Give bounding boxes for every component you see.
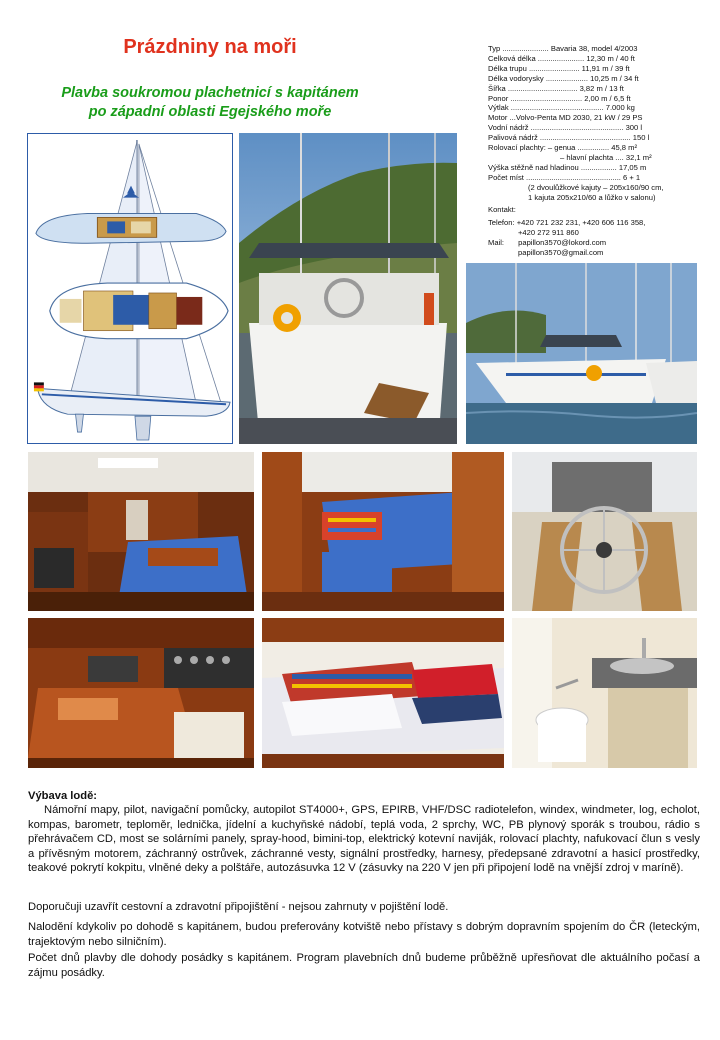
notes-section	[28, 900, 700, 982]
navigation-table-photo	[28, 618, 254, 768]
spec-row: Délka vodorysky .................... 10,25 m / 34 ft	[488, 73, 639, 83]
subtitle-line-2: po západní oblasti Egejského moře	[88, 104, 332, 120]
equipment-heading: Výbava lodě:	[28, 790, 98, 802]
yacht-specifications	[488, 44, 720, 203]
forward-cabin-photo	[262, 618, 504, 768]
note-boarding: Nalodění kdykoliv po dohodě s kapitánem, budou preferovány kotviště nebo přístavy s dobrým dopravním spojením do ČR (leteckým, trajektovým nebo silničním).	[28, 921, 700, 948]
spec-row: Motor ...Volvo-Penta MD 2030, 21 kW / 29 PS	[488, 113, 643, 123]
spec-row: (2 dvoulůžkové kajuty – 205x160/90 cm,	[528, 182, 664, 192]
subtitle-line-1: Plavba soukromou plachetnicí s kapitánem	[61, 85, 359, 101]
note-program: Počet dnů plavby dle dohody posádky s kapitánem. Program plavebních dnů budeme průběžně upřesňovat dle aktuálního počasí a zájmu posádky.	[28, 952, 700, 979]
contact-block	[488, 205, 720, 258]
spec-row: Rolovací plachty: – genua ............... 45,8 m²	[488, 143, 637, 153]
yacht-side-marina-photo	[466, 263, 697, 444]
yacht-stern-marina-photo	[239, 133, 457, 444]
spec-row: Výška stěžně nad hladinou ................. 17,05 m	[488, 162, 647, 172]
sailboat-plan-drawing	[27, 133, 233, 444]
spec-row: Vodní nádrž ............................................ 300 l	[488, 123, 643, 133]
contact-title: Kontakt:	[488, 205, 516, 214]
spec-row: Počet míst ............................................. 6 + 1	[488, 172, 641, 182]
cabin-berth-photo	[262, 452, 504, 611]
spec-row: 1 kajuta 205x210/60 a lůžko v salonu)	[528, 192, 656, 202]
page-subtitle	[30, 84, 390, 122]
cockpit-wheel-photo	[512, 452, 697, 611]
mail-address-2[interactable]: papillon3570@gmail.com	[518, 247, 604, 257]
spec-row: Délka trupu ........................ 11,91 m / 39 ft	[488, 63, 630, 73]
note-insurance: Doporučuji uzavřít cestovní a zdravotní připojištění - nejsou zahrnuty v pojištění lodě.	[28, 901, 449, 913]
equipment-section	[28, 789, 700, 875]
spec-row: Palivová nádrž ........................................... 150 l	[488, 133, 650, 143]
phone-row	[488, 218, 720, 228]
mail-row	[488, 238, 720, 248]
mail-label: Mail:	[488, 237, 505, 247]
spec-row: – hlavní plachta .... 32,1 m²	[560, 152, 652, 162]
spec-row: Šířka ................................. 3,82 m / 13 ft	[488, 83, 624, 93]
head-toilet-photo	[512, 618, 697, 768]
spec-row: Ponor .................................. 2,00 m / 6,5 ft	[488, 93, 631, 103]
spec-row: Typ ...................... Bavaria 38, model 4/2003	[488, 44, 638, 53]
salon-interior-photo	[28, 452, 254, 611]
equipment-text: Námořní mapy, pilot, navigační pomůcky, autopilot ST4000+, GPS, EPIRB, VHF/DSC radiotelefon, windex, windmeter, log, echolot, kompas, barometr, teploměr, lednička, jídelní a kuchyňské nádobí, teplá voda, 2 sprchy, WC, PB plynový sporák s troubou, rádio s přehrávačem CD, most se solárními panely, spray-hood, bimini-top, elektrický kotevní naviják, rolovací plachty, nafukovací člun s vesly a přívěsným motorem, záchranný ostrůvek, záchranné vesty, signální prostředky, harnesy, předepsané zdravotní a hasicí prostředky, teakové pokrytí kokpitu, vlněné deky a polštáře, autozásuvka 12 V (zásuvky na 220 V jen při připojení lodě na vnější zdroj v maríně).	[28, 804, 700, 875]
spec-row: Celková délka ...................... 12,30 m / 40 ft	[488, 53, 635, 63]
spec-row: Výtlak ............................................ 7.000 kg	[488, 103, 635, 113]
page-title: Prázdniny na moři	[123, 36, 297, 58]
phone-label: Telefon:	[488, 217, 515, 227]
mail-address-1[interactable]: papillon3570@lokord.com	[518, 237, 607, 247]
phone-numbers: +420 721 232 231, +420 606 116 358,	[516, 217, 646, 227]
phone-numbers-2: +420 272 911 860	[518, 227, 579, 237]
